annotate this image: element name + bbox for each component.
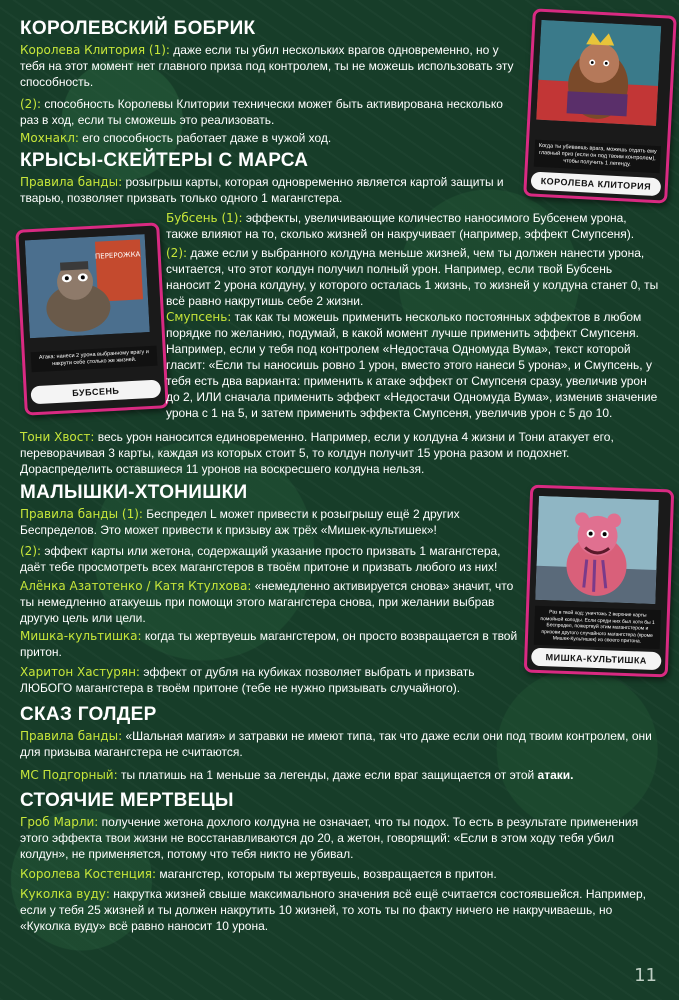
rule-paragraph <box>166 210 660 242</box>
card-queen-klitoriya <box>523 8 677 203</box>
card-text: Когда ты убиваешь врага, можешь отдать ему главный приз (если он под твоим контролем), чтобы получить 1 легенду. <box>534 140 661 174</box>
rule-paragraph <box>166 309 660 421</box>
rule-paragraph <box>166 245 660 309</box>
card-name: Королева Костенция: <box>20 867 157 881</box>
section-heading: МАЛЫШКИ-ХТОНИШКИ <box>20 482 248 503</box>
rule-paragraph <box>20 866 660 882</box>
page-number: 11 <box>634 965 657 986</box>
rule-paragraph <box>20 96 518 128</box>
card-mishka-kultishka <box>524 485 674 678</box>
rule-paragraph <box>20 130 518 146</box>
rule-text: его способность работает даже в чужой ход. <box>78 131 332 145</box>
rule-paragraph <box>20 429 660 477</box>
card-name: Харитон Хастурян: <box>20 665 140 679</box>
rule-paragraph <box>20 628 518 660</box>
card-name: (2): <box>166 246 188 260</box>
section-heading: КРЫСЫ-СКЕЙТЕРЫ С МАРСА <box>20 150 309 171</box>
rule-text: весь урон наносится единовременно. Например, если у колдуна 4 жизни и Тони атакует его, переворачивая 3 карты, каждая из которых стоит 5, то колдун получит 15 урона разом и подохнет. Дораспределить оставшиеся 11 уронов на воскресшего колдуна нельзя. <box>20 430 614 476</box>
svg-text:ПЕРЕРОЖКА: ПЕРЕРОЖКА <box>94 250 141 261</box>
card-title: КОРОЛЕВА КЛИТОРИЯ <box>531 172 662 197</box>
section-heading: СКАЗ ГОЛДЕР <box>20 704 157 725</box>
rule-text: «Шальная магия» и затравки не имеют типа, так что даже если они под твоим контролем, они для призыва магангстера не считаются. <box>20 729 652 759</box>
card-name: Бубсень (1): <box>166 211 243 225</box>
card-bubsen <box>15 222 169 415</box>
rule-paragraph <box>20 543 518 575</box>
card-name: Тони Хвост: <box>20 430 95 444</box>
card-title: МИШКА-КУЛЬТИШКА <box>531 648 662 671</box>
rule-paragraph <box>20 886 660 934</box>
card-name: Правила банды: <box>20 175 123 189</box>
rule-text: даже если у выбранного колдуна меньше жизней, чем ты должен нанести урона, считается, что этот колдун получил полный урон. Например, если твой Бубсень наносит 2 урона колдуну, у которого осталась 1 жизнь, то жизней у колдуна станет 0, ты всё равно накрутишь себе 2 жизни. <box>166 246 659 308</box>
card-text: Раз в твой ход: уничтожь 2 верхние карты помойной колоды. Если среди них был хотя бы 1 Беспредел, пожертвуй этим магангстером и призови другого случайного магангстера (кроме Мишек-Культишек) из своего притона. <box>534 606 661 649</box>
rule-text: «немедленно активируется снова» значит, что ты немедленно атакуешь при помощи этого магангстера снова, при желании выбрав другую цель или цели. <box>20 579 514 625</box>
rule-bold-text: атаки. <box>537 768 574 782</box>
card-name: MC Подгорный: <box>20 768 118 782</box>
rule-text: эффекты, увеличивающие количество наносимого Бубсенем урона, также влияют на то, сколько жизней он накручивает (например, эффект Смупсеня). <box>166 211 635 241</box>
card-art-queen <box>536 20 661 126</box>
card-name: Куколка вуду: <box>20 887 110 901</box>
rule-text: даже если ты убил нескольких врагов одновременно, но у тебя на этот момент нет главного приза под контролем, ты не можешь использовать эту способность. <box>20 43 514 89</box>
rule-paragraph <box>20 814 660 862</box>
rule-paragraph <box>20 42 518 90</box>
card-art-bubsen <box>25 234 150 338</box>
rule-text: розыгрыш карты, которая одновременно является картой защиты и тварью, позволяет призвать только одного 1 магангстера. <box>20 175 504 205</box>
card-art-mishka <box>535 496 659 604</box>
section-heading: СТОЯЧИЕ МЕРТВЕЦЫ <box>20 790 234 811</box>
card-name: Мишка-культишка: <box>20 629 142 643</box>
card-name: (2): <box>20 544 42 558</box>
card-name: Алёнка Азатотенко / Катя Ктулхова: <box>20 579 252 593</box>
card-name: Смупсень: <box>166 310 232 324</box>
card-name: Королева Клитория (1): <box>20 43 170 57</box>
card-name: Мохнакл: <box>20 131 79 145</box>
rule-text: получение жетона дохлого колдуна не означает, что ты подох. То есть в результате применения этого эффекта твои жизни не восстанавливаются до 20, а жетон, говорящий: «Если в этом ходу тебя убил колдун», не применяется, потому что тебя никто не убивал. <box>20 815 639 861</box>
card-name: Гроб Марли: <box>20 815 99 829</box>
card-title: БУБСЕНЬ <box>30 380 161 405</box>
rule-text: ты платишь на 1 меньше за легенды, даже если враг защищается от этой <box>117 768 538 782</box>
card-name: Правила банды: <box>20 729 123 743</box>
rule-text: накрутка жизней свыше максимального значения всё ещё считается состоявшейся. Например, если у тебя 25 жизней и ты должен накрутить 10 жизней, то хоть ты по факту ничего не накручиваешь, но «Куколка вуду» всё равно наносит 10 урона. <box>20 887 646 933</box>
card-text: Атака: нанеси 2 урона выбранному врагу и накрути себе столько же жизней. <box>31 346 158 373</box>
card-name: Правила банды (1): <box>20 507 143 521</box>
rule-text: Беспредел L может привести к розыгрышу ещё 2 других Беспределов. Это может привести к призыву аж трёх «Мишек-культишек»! <box>20 507 460 537</box>
card-name: (2): <box>20 97 42 111</box>
rule-paragraph <box>20 728 660 760</box>
rule-text: эффект карты или жетона, содержащий указание просто призвать 1 магангстера, даёт тебе просмотреть всех магангстеров в твоём притоне и призвать любого из них! <box>20 544 501 574</box>
rule-text: так как ты можешь применить несколько постоянных эффектов в любом порядке по желанию, подумай, в какой момент лучше применить эффект Смупсеня. Например, если у тебя под контролем «Недостача Одномуда Вума», текст которой гласит: «Если ты наносишь ровно 1 урон, вместо этого нанеси 5 урона», и Смупсень, у тебя есть два варианта: применить к атаке эффект от Смупсеня сразу, увеличив урон до 2, ИЛИ сначала применить эффект «Недостачи Одномуда Вума», изменив значение урона с 1 на 5, и затем применить эффекта Смупсеня, увеличив урон с 5 до 10. <box>166 310 658 420</box>
rule-paragraph <box>20 174 518 206</box>
rule-text: магангстер, которым ты жертвуешь, возвращается в притон. <box>156 867 497 881</box>
rule-paragraph <box>20 506 518 538</box>
rule-text: способность Королевы Клитории технически может быть активирована несколько раз в ход, если ты сможешь это реализовать. <box>20 97 503 127</box>
rule-paragraph <box>20 664 518 696</box>
section-heading: КОРОЛЕВСКИЙ БОБРИК <box>20 18 256 39</box>
rule-paragraph <box>20 578 518 626</box>
rule-text: эффект от дубля на кубиках позволяет выбрать и призвать ЛЮБОГО магангстера в твоём притоне (тебе не нужно призывать случайного). <box>20 665 475 695</box>
rule-text: когда ты жертвуешь магангстером, он просто возвращается в твой притон. <box>20 629 518 659</box>
rule-paragraph <box>20 767 660 783</box>
